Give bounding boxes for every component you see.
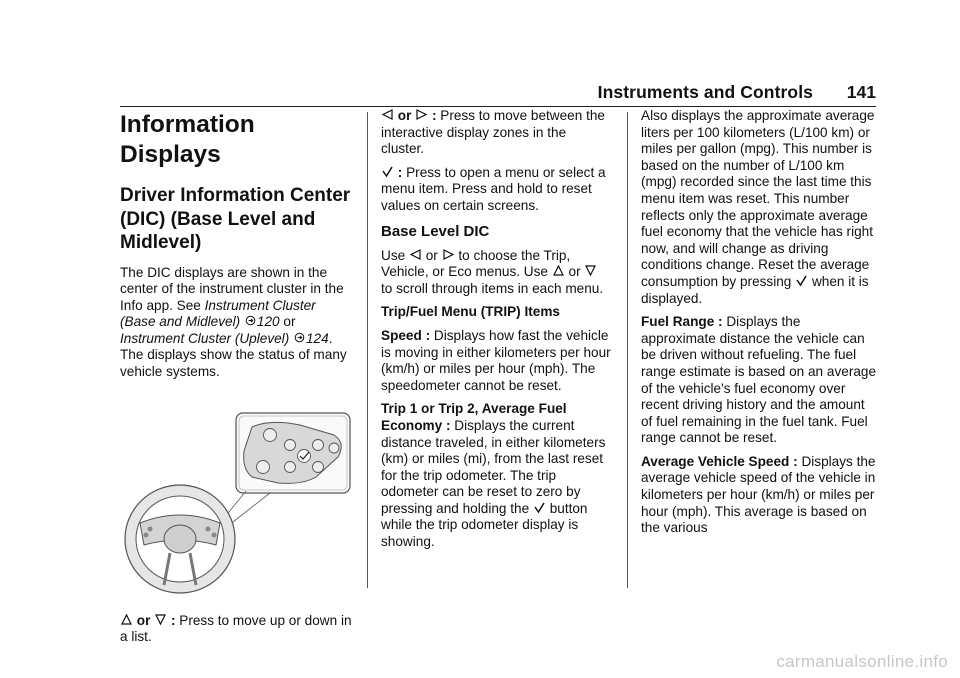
watermark: carmanualsonline.info <box>776 652 948 671</box>
speed-label: Speed : <box>381 327 431 343</box>
page-header <box>120 80 876 108</box>
header-rule <box>120 106 876 107</box>
page-number: 141 <box>846 82 876 102</box>
checkmark-icon <box>795 274 808 287</box>
page-ref-124[interactable]: 124 <box>306 330 329 346</box>
column-1 <box>120 108 352 653</box>
intro-text: The DIC displays are shown in the center of the instrument cluster in the Info app. See <box>120 264 344 313</box>
trip-description: Displays the current distance traveled, in either kilometers (km) or miles (mi), from the last reset for the trip odometer. The trip odometer can be reset to zero by pressing and holding the <box>381 417 606 516</box>
trip-menu-heading <box>381 304 611 321</box>
fuel-range-description: Displays the approximate distance the vehicle can be driven without refueling. The fuel range estimate is based on an average of the vehicle's fuel economy over recent driving history and the amount of fuel remaining in the fuel tank. Fuel range cannot be reset. <box>641 314 877 446</box>
intro-text-end: . The displays show the status of many vehicle systems. <box>120 330 347 380</box>
trip-label: Trip 1 or Trip 2, Average Fuel Economy : <box>381 401 567 433</box>
page-title: Information Displays <box>120 111 255 168</box>
avg-speed-label: Average Vehicle Speed : <box>641 453 798 469</box>
speed-paragraph <box>381 328 611 394</box>
trip-menu-heading-text: Trip/Fuel Menu (TRIP) Items <box>381 304 560 320</box>
down-arrow-icon <box>154 613 167 626</box>
avg-speed-description: Displays the average vehicle speed of the vehicle in kilometers per hour (km/h) or miles per hour (mph). This average is based on the various <box>641 453 876 536</box>
left-arrow-icon <box>409 248 422 261</box>
avg-speed-paragraph <box>641 454 877 537</box>
select-colon: : <box>397 164 403 180</box>
updown-colon: : <box>170 612 176 628</box>
section-title: Instruments and Controls <box>597 82 813 102</box>
leftright-description: Press to move between the interactive display zones in the cluster. <box>381 108 605 157</box>
leftright-or: or <box>397 108 412 123</box>
leftright-colon: : <box>431 108 437 123</box>
avg-fuel-description-end: when it is displayed. <box>641 273 869 306</box>
page-reference-icon <box>293 331 306 344</box>
fuel-range-paragraph <box>641 314 877 447</box>
steering-wheel-illustration <box>120 411 352 599</box>
base-scroll-text: to scroll through items in each menu. <box>381 280 604 296</box>
trip-paragraph <box>381 401 611 550</box>
right-arrow-icon <box>415 108 428 121</box>
column-divider-1 <box>367 112 368 588</box>
column-3 <box>641 108 877 544</box>
steering-wheel-graphic <box>120 411 352 599</box>
updown-controls-paragraph <box>120 613 352 646</box>
link-instrument-cluster-base[interactable]: Instrument Cluster (Base and Midlevel) <box>120 297 316 330</box>
checkmark-icon <box>381 165 394 178</box>
base-use-text: Use <box>381 247 406 263</box>
avg-fuel-description: Also displays the approximate average liters per 100 kilometers (L/100 km) or miles per gallon (mpg). This number is based on the number of L/100 km (mpg) recorded since the last time this menu item was reset. This number reflects only the approximate average fuel economy that the vehicle has right now, and will change as driving conditions change. Reset the average consumption by pressing <box>641 108 875 289</box>
select-control-paragraph <box>381 165 611 215</box>
up-arrow-icon <box>120 613 133 626</box>
leftright-controls-paragraph <box>381 108 611 158</box>
trip-description-end: button while the trip odometer display is showing. <box>381 500 588 550</box>
avg-fuel-paragraph <box>641 108 877 307</box>
base-choose-text: to choose the Trip, Vehicle, or Eco menus. Use <box>381 247 571 280</box>
base-level-paragraph <box>381 248 611 298</box>
column-divider-2 <box>627 112 628 588</box>
select-description: Press to open a menu or select a menu item. Press and hold to reset values on certain screens. <box>381 164 606 213</box>
section-heading-dic: Driver Information Center (DIC) (Base Level and Midlevel) <box>120 185 351 253</box>
base-or2-text: or <box>568 264 581 280</box>
left-arrow-icon <box>381 108 394 121</box>
column-2 <box>381 108 611 558</box>
page-reference-icon <box>244 314 257 327</box>
page-ref-120[interactable]: 120 <box>256 314 280 330</box>
updown-or: or <box>136 612 151 628</box>
right-arrow-icon <box>442 248 455 261</box>
fuel-range-label: Fuel Range : <box>641 314 723 330</box>
checkmark-icon <box>533 501 546 514</box>
link-instrument-cluster-uplevel[interactable]: Instrument Cluster (Uplevel) <box>120 330 290 346</box>
speed-description: Displays how fast the vehicle is moving in either kilometers per hour (km/h) or miles per hour (mph). The speedometer cannot be reset. <box>381 327 611 393</box>
base-level-dic-heading: Base Level DIC <box>381 222 490 240</box>
up-arrow-icon <box>552 264 565 277</box>
updown-description: Press to move up or down in a list. <box>120 612 352 645</box>
intro-paragraph <box>120 265 352 381</box>
or-text: or <box>279 314 296 330</box>
down-arrow-icon <box>584 264 597 277</box>
base-or-text: or <box>425 247 438 263</box>
